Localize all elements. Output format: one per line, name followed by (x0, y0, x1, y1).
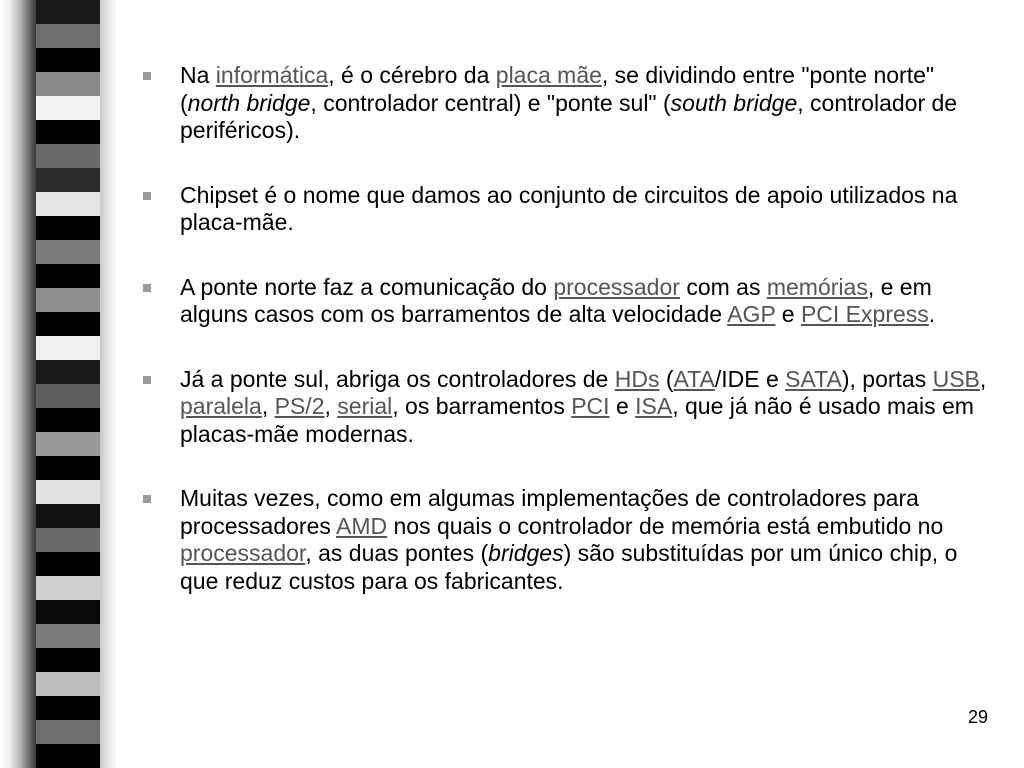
band-block (36, 240, 100, 265)
band-block (36, 696, 100, 721)
side-band-blocks (36, 0, 100, 768)
link-pci-express[interactable]: PCI Express (800, 301, 929, 327)
band-block (36, 648, 100, 673)
italic-bridges: bridges (488, 540, 564, 566)
band-block (36, 288, 100, 313)
band-block (36, 408, 100, 433)
bullet-marker (143, 495, 151, 503)
band-block (36, 624, 100, 649)
bullet-item-5 (140, 485, 1000, 595)
link-amd[interactable]: AMD (335, 512, 388, 539)
band-block (36, 336, 100, 361)
link-hds[interactable]: HDs (614, 365, 660, 392)
band-block (36, 480, 100, 505)
band-block (36, 216, 100, 241)
link-sata[interactable]: SATA (785, 365, 842, 392)
bullet-item-3 (140, 274, 1000, 329)
band-block (36, 144, 100, 169)
band-block (36, 504, 100, 529)
band-block (36, 552, 100, 577)
bullet-marker (143, 72, 151, 80)
link-informatica[interactable]: informática (215, 62, 329, 88)
band-block (36, 672, 100, 697)
band-block (36, 48, 100, 73)
band-block (36, 360, 100, 385)
side-band-fade (100, 0, 118, 768)
band-block (36, 528, 100, 553)
bullet-item-1 (140, 62, 1000, 145)
band-block (36, 24, 100, 49)
link-usb[interactable]: USB (932, 365, 980, 392)
band-block (36, 600, 100, 625)
bullet-marker (143, 284, 151, 292)
decorative-side-band (0, 0, 118, 768)
band-block (36, 720, 100, 745)
italic-south-bridge: south bridge (670, 89, 798, 116)
link-serial[interactable]: serial (337, 393, 393, 419)
band-block (36, 456, 100, 481)
bullet-4-text: Já a ponte sul, abriga os controladores de HDs (ATA/IDE e SATA), portas USB, paralela, PS/2, serial, os barramentos PCI e ISA, que já não é usado mais em placas-mãe modernas. (180, 365, 987, 447)
bullet-3-text: A ponte norte faz a comunicação do processador com as memórias, e em alguns casos com os barramentos de alta velocidade AGP e PCI Express. (180, 273, 936, 327)
bullet-marker (143, 376, 151, 384)
link-agp[interactable]: AGP (727, 301, 776, 327)
band-block (36, 168, 100, 193)
band-block (36, 384, 100, 409)
link-processador[interactable]: processador (553, 273, 680, 300)
bullet-marker (143, 192, 151, 200)
band-block (36, 96, 100, 121)
link-paralela[interactable]: paralela (180, 393, 262, 419)
bullet-2-text: Chipset é o nome que damos ao conjunto de circuitos de apoio utilizados na placa-mãe. (180, 181, 958, 235)
bullet-item-2 (140, 182, 1000, 237)
link-placa-mae[interactable]: placa mãe (495, 62, 602, 88)
link-isa[interactable]: ISA (635, 393, 673, 419)
band-block (36, 312, 100, 337)
link-ata[interactable]: ATA (673, 365, 715, 392)
band-block (36, 744, 100, 768)
slide-content (140, 62, 1000, 595)
link-processador-2[interactable]: processador (180, 540, 306, 566)
band-block (36, 264, 100, 289)
bullet-5-text: Muitas vezes, como em algumas implementações de controladores para processadores AMD nos quais o controlador de memória está embutido no processador, as duas pontes (bridges) são substituídas por um único chip, o que reduz custos para os fabricantes. (180, 485, 958, 594)
side-band-gradient (0, 0, 36, 768)
bullet-item-4 (140, 366, 1000, 449)
bullet-1-text: Na informática, é o cérebro da placa mãe, se dividindo entre "ponte norte" (north bridge, controlador central) e "ponte sul" (south bridge, controlador de periféricos). (180, 62, 958, 143)
italic-north-bridge: north bridge (187, 89, 311, 116)
link-pci[interactable]: PCI (571, 393, 610, 419)
band-block (36, 576, 100, 601)
band-block (36, 120, 100, 145)
band-block (36, 0, 100, 25)
band-block (36, 192, 100, 217)
link-ps2[interactable]: PS/2 (274, 393, 325, 419)
band-block (36, 432, 100, 457)
slide-number: 29 (967, 707, 988, 727)
band-block (36, 72, 100, 97)
link-memorias[interactable]: memórias (766, 273, 868, 300)
